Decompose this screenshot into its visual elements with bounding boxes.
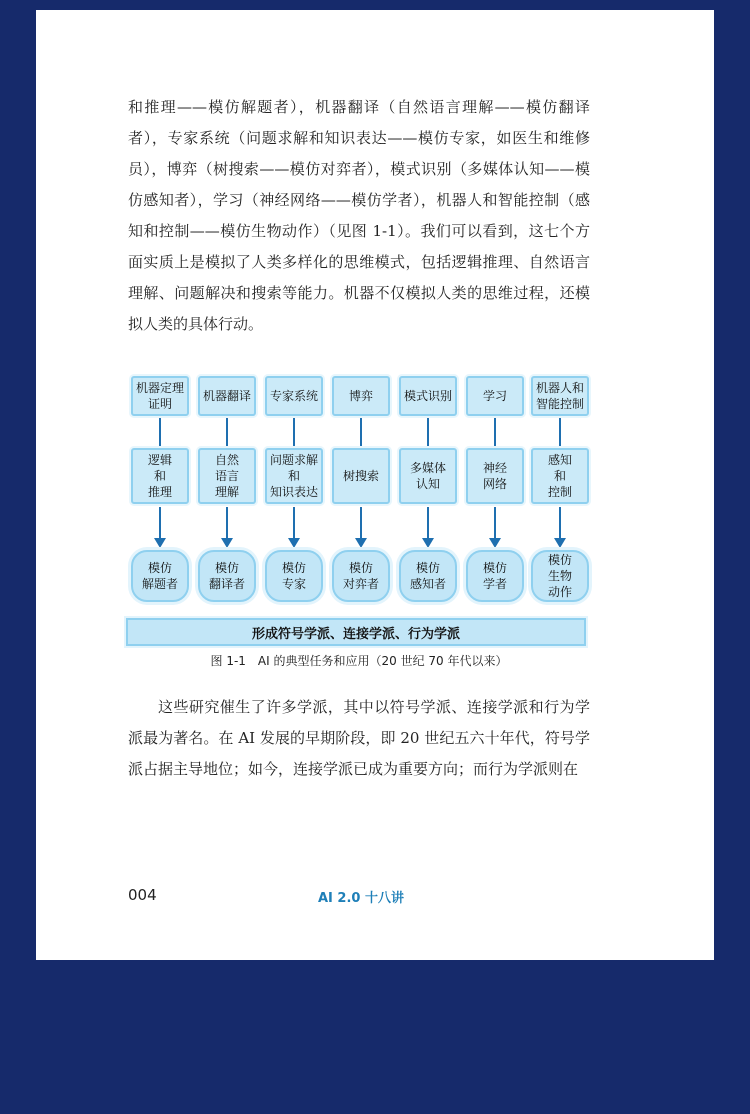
imitation-box: 模仿 翻译者	[198, 550, 256, 602]
arrow-line	[494, 507, 496, 541]
arrow-down-icon	[288, 538, 300, 548]
method-box: 自然 语言 理解	[198, 448, 256, 504]
imitation-box: 模仿 感知者	[399, 550, 457, 602]
task-box: 机器定理 证明	[131, 376, 189, 416]
method-box: 神经 网络	[466, 448, 524, 504]
schools-bar: 形成符号学派、连接学派、行为学派	[126, 618, 586, 646]
method-box: 多媒体 认知	[399, 448, 457, 504]
task-box: 专家系统	[265, 376, 323, 416]
task-box: 机器翻译	[198, 376, 256, 416]
method-box: 树搜索	[332, 448, 390, 504]
arrow-line	[226, 507, 228, 541]
task-box: 机器人和 智能控制	[531, 376, 589, 416]
arrow-line	[293, 507, 295, 541]
arrow-down-icon	[422, 538, 434, 548]
connector-line	[226, 418, 228, 446]
connector-line	[494, 418, 496, 446]
method-box: 问题求解 和 知识表达	[265, 448, 323, 504]
body-paragraph: 和推理——模仿解题者），机器翻译（自然语言理解——模仿翻译者），专家系统（问题求解和知识表达——模仿专家，如医生和维修员），博弈（树搜索——模仿对弈者），模式识别（多媒体认知——模仿感知者），学习（神经网络——模仿学者），机器人和智能控制（感知和控制——模仿生物动作）（见图 1-1）。我们可以看到，这七个方面实质上是模拟了人类多样化的思维模式，包括逻辑推理、自然语言理解、问题解决和搜索等能力。机器不仅模拟人类的思维过程，还模拟人类的具体行动。	[128, 98, 590, 333]
body-paragraph: 这些研究催生了许多学派，其中以符号学派、连接学派和行为学派最为著名。在 AI 发展的早期阶段，即 20 世纪五六十年代，符号学派占据主导地位；如今，连接学派已成为重要方向；而行为学派则在	[128, 698, 590, 778]
arrow-down-icon	[489, 538, 501, 548]
task-box: 学习	[466, 376, 524, 416]
imitation-box: 模仿 解题者	[131, 550, 189, 602]
connector-line	[293, 418, 295, 446]
method-box: 感知 和 控制	[531, 448, 589, 504]
book-page	[36, 10, 714, 960]
imitation-box: 模仿 专家	[265, 550, 323, 602]
task-box: 模式识别	[399, 376, 457, 416]
connector-line	[360, 418, 362, 446]
figure-caption: 图 1-1 AI 的典型任务和应用（20 世纪 70 年代以来）	[210, 654, 508, 668]
arrow-down-icon	[554, 538, 566, 548]
arrow-line	[360, 507, 362, 541]
arrow-down-icon	[154, 538, 166, 548]
arrow-down-icon	[355, 538, 367, 548]
imitation-box: 模仿 学者	[466, 550, 524, 602]
method-box: 逻辑 和 推理	[131, 448, 189, 504]
task-box: 博弈	[332, 376, 390, 416]
arrow-down-icon	[221, 538, 233, 548]
connector-line	[159, 418, 161, 446]
arrow-line	[427, 507, 429, 541]
connector-line	[559, 418, 561, 446]
imitation-box: 模仿 对弈者	[332, 550, 390, 602]
arrow-line	[559, 507, 561, 541]
page-number: 004	[128, 886, 157, 904]
arrow-line	[159, 507, 161, 541]
running-title: AI 2.0 十八讲	[318, 891, 404, 906]
connector-line	[427, 418, 429, 446]
imitation-box: 模仿 生物 动作	[531, 550, 589, 602]
figure-1-1-diagram	[126, 370, 594, 670]
